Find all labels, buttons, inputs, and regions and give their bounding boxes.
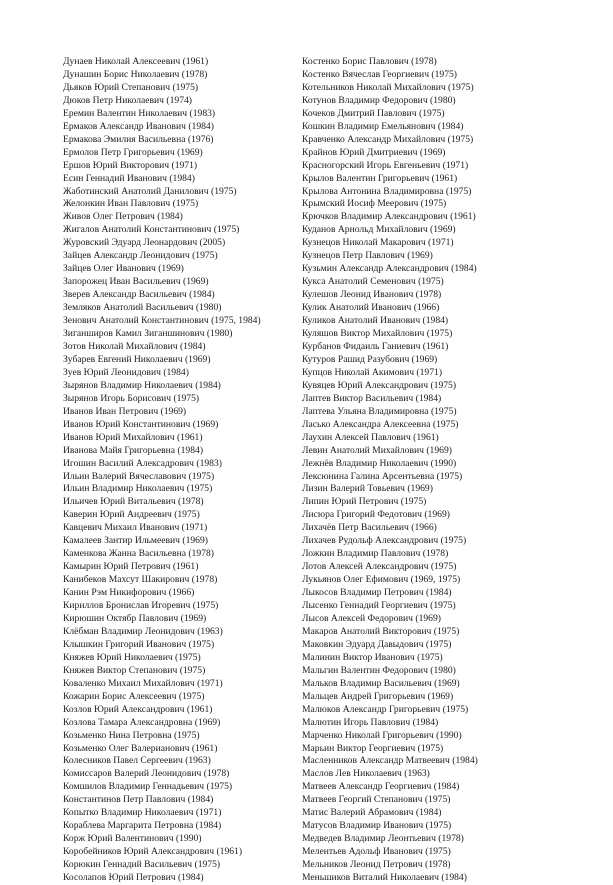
name-entry: Маковкин Эдуард Давыдович (1975) <box>302 638 452 650</box>
name-entry: Масленников Александр Матвеевич (1984) <box>302 755 478 767</box>
name-entry: Журовский Эдуард Леонардович (2005) <box>63 237 226 249</box>
name-entry: Зырянов Владимир Николаевич (1984) <box>63 379 221 391</box>
name-entry: Кириллов Бронислав Игоревич (1975) <box>63 600 219 612</box>
name-entry: Иванова Майя Григорьевна (1984) <box>63 444 204 456</box>
name-entry: Лексюнина Галина Арсентьевна (1975) <box>302 470 463 482</box>
name-entry: Лежнёв Владимир Николаевич (1990) <box>302 457 457 469</box>
name-entry: Кулик Анатолий Иванович (1966) <box>302 302 440 314</box>
name-entry: Лаптев Виктор Васильевич (1984) <box>302 392 442 404</box>
name-entry: Дунаев Николай Алексеевич (1961) <box>63 56 209 67</box>
name-entry: Левин Анатолий Михайлович (1969) <box>302 444 452 456</box>
name-entry: Коробейников Юрий Александрович (1961) <box>63 846 243 858</box>
name-entry: Мальгин Валентин Федорович (1980) <box>302 664 456 676</box>
name-entry: Живов Олег Петрович (1984) <box>63 211 183 223</box>
name-entry: Колесников Павел Сергеевич (1963) <box>63 755 211 767</box>
name-entry: Козьменко Нина Петровна (1975) <box>63 729 200 741</box>
name-entry: Желонкин Иван Павлович (1975) <box>63 198 199 210</box>
name-entry: Матвеев Александр Георгиевич (1984) <box>302 781 460 793</box>
name-entry: Крайнов Юрий Дмитриевич (1969) <box>302 146 446 158</box>
name-entry: Малютин Игорь Павлович (1984) <box>302 716 439 728</box>
name-entry: Зотов Николай Михайлович (1984) <box>63 340 206 352</box>
name-entry: Мелентьев Адольф Иванович (1975) <box>302 846 451 858</box>
name-entry: Курбанов Фидаиль Ганиевич (1961) <box>302 340 449 352</box>
name-entry: Меньшиков Виталий Николаевич (1984) <box>302 872 467 884</box>
name-entry: Марьин Виктор Георгиевич (1975) <box>302 742 444 754</box>
name-entry: Зуев Юрий Леонидович (1984) <box>63 366 189 378</box>
name-entry: Кулешов Леонид Иванович (1978) <box>302 289 442 301</box>
name-entry: Лаухин Алексей Павлович (1961) <box>302 431 439 443</box>
name-entry: Лихачев Рудольф Александрович (1975) <box>302 535 467 547</box>
name-entry: Лукьянов Олег Ефимович (1969, 1975) <box>302 574 461 586</box>
name-list-left-column <box>63 56 297 885</box>
name-entry: Крылова Антонина Владимировна (1975) <box>302 185 472 197</box>
name-entry: Иванов Иван Петрович (1969) <box>63 405 187 417</box>
name-entry: Кутуров Рашид Разубович (1969) <box>302 353 438 365</box>
name-entry: Канибеков Махсут Шакирович (1978) <box>63 574 218 586</box>
name-entry: Дюков Петр Николаевич (1974) <box>63 94 192 106</box>
name-entry: Зубарев Евгений Николаевич (1969) <box>63 353 211 365</box>
name-entry: Иванов Юрий Михайлович (1961) <box>63 431 203 443</box>
name-entry: Ильичев Юрий Витальевич (1978) <box>63 496 204 508</box>
name-entry: Кувяцев Юрий Александрович (1975) <box>302 379 457 391</box>
name-entry: Лихачёв Петр Васильевич (1966) <box>302 522 437 534</box>
name-entry: Жигалов Анатолий Константинович (1975) <box>63 224 240 236</box>
name-entry: Дунашин Борис Николаевич (1978) <box>63 68 208 80</box>
name-entry: Куданов Арнольд Михайлович (1969) <box>302 224 456 236</box>
name-entry: Мальцев Андрей Григорьевич (1969) <box>302 690 454 702</box>
name-entry: Марченко Николай Григорьевич (1990) <box>302 729 462 741</box>
name-entry: Копытко Владимир Николаевич (1971) <box>63 807 222 819</box>
name-entry: Козлова Тамара Александровна (1969) <box>63 716 221 728</box>
name-entry: Зайцев Олег Иванович (1969) <box>63 263 184 275</box>
name-entry: Кораблева Маргарита Петровна (1984) <box>63 820 222 832</box>
name-entry: Лыкосов Владимир Петрович (1984) <box>302 587 452 599</box>
name-entry: Лисюра Григорий Федотович (1969) <box>302 509 450 521</box>
name-entry: Купцов Николай Акимович (1971) <box>302 366 443 378</box>
name-entry: Каверин Юрий Андреевич (1975) <box>63 509 200 521</box>
name-entry: Княжев Виктор Степанович (1975) <box>63 664 206 676</box>
name-entry: Корюкин Геннадий Васильевич (1975) <box>63 859 221 871</box>
name-entry: Ильин Валерий Вячеславович (1975) <box>63 470 215 482</box>
name-entry: Ермакова Эмилия Васильевна (1976) <box>63 133 214 145</box>
name-entry: Красногорский Игорь Евгеньевич (1971) <box>302 159 469 171</box>
name-entry: Мельников Леонид Петрович (1978) <box>302 859 451 871</box>
name-entry: Котельников Николай Михайлович (1975) <box>302 81 474 93</box>
name-entry: Канин Рэм Никифорович (1966) <box>63 587 195 599</box>
name-entry: Лаптева Ульяна Владимировна (1975) <box>302 405 457 417</box>
name-entry: Кирюшин Октябр Павлович (1969) <box>63 612 207 624</box>
name-entry: Лотов Алексей Александрович (1975) <box>302 561 457 573</box>
name-entry: Крымский Иосиф Меерович (1975) <box>302 198 447 210</box>
name-entry: Костенко Борис Павлович (1978) <box>302 56 437 67</box>
name-entry: Куляшов Виктор Михайлович (1975) <box>302 328 453 340</box>
name-entry: Малюков Александр Григорьевич (1975) <box>302 703 469 715</box>
name-entry: Зверев Александр Васильевич (1984) <box>63 289 215 301</box>
name-entry: Еремин Валентин Николаевич (1983) <box>63 107 216 119</box>
name-entry: Медведев Владимир Леонтьевич (1978) <box>302 833 464 845</box>
name-entry: Ермаков Александр Иванович (1984) <box>63 120 214 132</box>
name-entry: Макаров Анатолий Викторович (1975) <box>302 625 460 637</box>
name-list-right-column <box>302 56 552 885</box>
name-entry: Матвеев Георгий Степанович (1975) <box>302 794 451 806</box>
name-entry: Зенович Анатолий Константинович (1975, 1984) <box>63 315 261 327</box>
name-entry: Каменкова Жанна Васильевна (1978) <box>63 548 214 560</box>
name-entry: Кожарин Борис Алексеевич (1975) <box>63 690 205 702</box>
name-entry: Комшилов Владимир Геннадьевич (1975) <box>63 781 233 793</box>
name-entry: Козлов Юрий Александрович (1961) <box>63 703 213 715</box>
name-entry: Лысов Алексей Федорович (1969) <box>302 612 441 624</box>
name-entry: Ильин Владимир Николаевич (1975) <box>63 483 213 495</box>
name-entry: Корж Юрий Валентинович (1990) <box>63 833 202 845</box>
name-entry: Кукса Анатолий Семенович (1975) <box>302 276 444 288</box>
name-entry: Липин Юрий Петрович (1975) <box>302 496 427 508</box>
name-entry: Игошин Василий Алексадрович (1983) <box>63 457 222 469</box>
name-entry: Матис Валерий Абрамович (1984) <box>302 807 442 819</box>
name-entry: Крылов Валентин Григорьевич (1961) <box>302 172 458 184</box>
name-entry: Зайцев Александр Леонидович (1975) <box>63 250 218 262</box>
name-entry: Комиссаров Валерий Леонидович (1978) <box>63 768 230 780</box>
name-entry: Есин Геннадий Иванович (1984) <box>63 172 195 184</box>
name-entry: Клышкин Григорий Иванович (1975) <box>63 638 215 650</box>
name-entry: Земляков Анатолий Васильевич (1980) <box>63 302 222 314</box>
name-entry: Котунов Владимир Федорович (1980) <box>302 94 456 106</box>
name-entry: Мальков Владимир Васильевич (1969) <box>302 677 460 689</box>
name-entry: Крючков Владимир Александрович (1961) <box>302 211 476 223</box>
name-entry: Кравченко Александр Михайлович (1975) <box>302 133 474 145</box>
name-entry: Иванов Юрий Константинович (1969) <box>63 418 219 430</box>
name-entry: Зиганширов Камил Зиганшинович (1980) <box>63 328 233 340</box>
name-entry: Косолапов Юрий Петрович (1984) <box>63 872 204 884</box>
name-entry: Княжев Юрий Николаевич (1975) <box>63 651 201 663</box>
name-entry: Константинов Петр Павлович (1984) <box>63 794 214 806</box>
name-entry: Лысенко Геннадий Георгиевич (1975) <box>302 600 456 612</box>
name-entry: Зырянов Игорь Борисович (1975) <box>63 392 200 404</box>
name-entry: Кошкин Владимир Емельянович (1984) <box>302 120 464 132</box>
name-entry: Маслов Лев Николаевич (1963) <box>302 768 430 780</box>
name-entry: Камалеев Зантир Ильмеевич (1969) <box>63 535 208 547</box>
name-entry: Козьменко Олег Валерианович (1961) <box>63 742 218 754</box>
name-entry: Матусов Владимир Иванович (1975) <box>302 820 452 832</box>
name-entry: Ласько Александра Алексеевна (1975) <box>302 418 459 430</box>
name-entry: Дьяков Юрий Степанович (1975) <box>63 81 199 93</box>
name-entry: Коваленко Михаил Михайлович (1971) <box>63 677 223 689</box>
name-entry: Малинин Виктор Иванович (1975) <box>302 651 443 663</box>
name-entry: Жаботинский Анатолий Данилович (1975) <box>63 185 237 197</box>
name-entry: Камырин Юрий Петрович (1961) <box>63 561 199 573</box>
name-entry: Кочеков Дмитрий Павлович (1975) <box>302 107 445 119</box>
name-entry: Запорожец Иван Васильевич (1969) <box>63 276 209 288</box>
name-entry: Кузнецов Николай Макарович (1971) <box>302 237 454 249</box>
name-entry: Костенко Вячеслав Георгиевич (1975) <box>302 68 457 80</box>
name-entry: Ермолов Петр Григорьевич (1969) <box>63 146 203 158</box>
name-entry: Кузнецов Петр Павлович (1969) <box>302 250 433 262</box>
name-entry: Кавцевич Михаил Иванович (1971) <box>63 522 208 534</box>
name-entry: Кузьмин Александр Александрович (1984) <box>302 263 477 275</box>
name-entry: Ершов Юрий Викторович (1971) <box>63 159 198 171</box>
name-entry: Куликов Анатолий Иванович (1984) <box>302 315 449 327</box>
name-entry: Лизин Валерий Товьевич (1969) <box>302 483 433 495</box>
name-entry: Ложкин Владимир Павлович (1978) <box>302 548 449 560</box>
name-entry: Клёбман Владимир Леонидович (1963) <box>63 625 223 637</box>
